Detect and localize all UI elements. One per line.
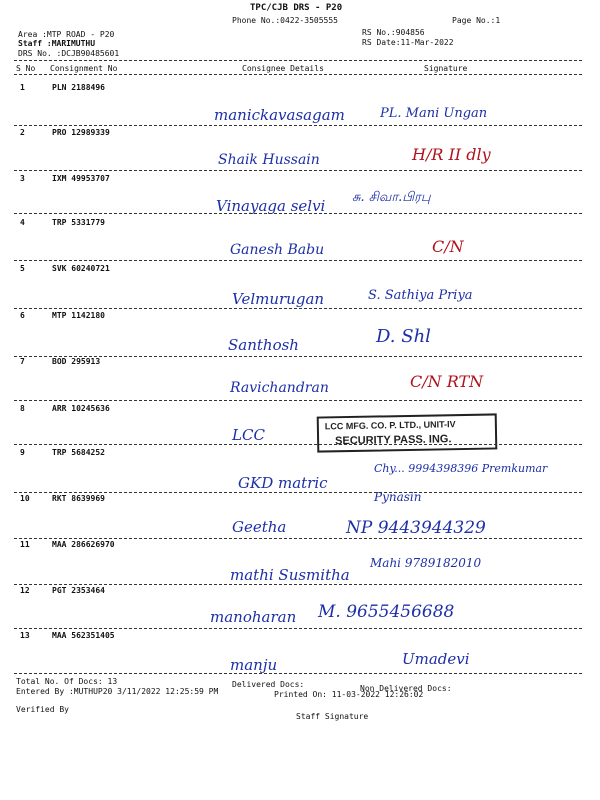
row-number: 1 xyxy=(20,83,25,92)
consignment-number: SVK 60240721 xyxy=(52,264,110,273)
row-number: 5 xyxy=(20,264,25,273)
area-label: Area :MTP ROAD - P20 xyxy=(18,30,115,39)
consignment-number: MAA 286626970 xyxy=(52,540,115,549)
row-number: 8 xyxy=(20,404,25,413)
row-number: 10 xyxy=(20,494,30,503)
rs-date: RS Date:11-Mar-2022 xyxy=(362,38,454,47)
row-divider xyxy=(14,213,582,214)
row-divider xyxy=(14,444,582,445)
consignee-name: mathi Susmitha xyxy=(230,566,350,584)
column-header-consignment: Consignment No xyxy=(50,64,118,73)
phone-number: Phone No.:0422-3505555 xyxy=(232,16,338,25)
verified-by: Verified By xyxy=(16,705,69,714)
row-number: 7 xyxy=(20,357,25,366)
total-docs: Total No. Of Docs: 13 xyxy=(16,677,118,686)
header-divider-bottom xyxy=(14,74,582,75)
consignee-name: manoharan xyxy=(210,608,297,626)
row-number: 9 xyxy=(20,448,25,457)
consignment-number: MAA 562351405 xyxy=(52,631,115,640)
consignment-number: IXM 49953707 xyxy=(52,174,110,183)
row-number: 2 xyxy=(20,128,25,137)
consignment-number: PGT 2353464 xyxy=(52,586,105,595)
consignee-name: Ganesh Babu xyxy=(230,242,325,258)
row-divider xyxy=(14,673,582,674)
row-number: 6 xyxy=(20,311,25,320)
rs-number: RS No.:904856 xyxy=(362,28,425,37)
stamp-line-1: LCC MFG. CO. P. LTD., UNIT-IV xyxy=(324,419,456,432)
consignee-name: Geetha xyxy=(232,518,287,536)
consignee-name: Ravichandran xyxy=(230,380,329,396)
consignee-name: Velmurugan xyxy=(232,290,325,308)
column-header-signature: Signature xyxy=(424,64,468,73)
signature-note: Pynasin xyxy=(374,490,422,504)
row-divider xyxy=(14,492,582,493)
consignee-name: GKD matric xyxy=(238,474,328,492)
row-number: 4 xyxy=(20,218,25,227)
row-number: 3 xyxy=(20,174,25,183)
consignee-name: manickavasagam xyxy=(214,106,345,124)
row-divider xyxy=(14,538,582,539)
consignment-number: TRP 5331779 xyxy=(52,218,105,227)
signature: S. Sathiya Priya xyxy=(368,288,473,303)
signature: Chy... 9994398396 Premkumar xyxy=(374,462,548,475)
row-number: 11 xyxy=(20,540,30,549)
drs-number: DRS No. :DCJB90485601 xyxy=(18,49,120,58)
consignment-number: BOD 295913 xyxy=(52,357,101,366)
row-divider xyxy=(14,260,582,261)
signature: NP 9443944329 xyxy=(346,518,486,538)
header-divider-top xyxy=(14,60,582,61)
column-header-consignee: Consignee Details xyxy=(242,64,324,73)
consignment-number: TRP 5684252 xyxy=(52,448,105,457)
page-number: Page No.:1 xyxy=(452,16,501,25)
signature: D. Shl xyxy=(376,326,431,347)
consignment-number: RKT 8639969 xyxy=(52,494,105,503)
row-divider xyxy=(14,170,582,171)
non-delivered-docs: Non Delivered Docs: xyxy=(360,684,452,693)
row-divider xyxy=(14,584,582,585)
entered-by: Entered By :MUTHUP20 3/11/2022 12:25:59 PM xyxy=(16,687,219,696)
consignment-number: ARR 10245636 xyxy=(52,404,110,413)
consignment-number: PRO 12989339 xyxy=(52,128,110,137)
printed-on: Printed On: 11-03-2022 12:26:02 xyxy=(274,690,424,699)
security-stamp xyxy=(317,413,498,452)
signature: M. 9655456688 xyxy=(318,602,455,622)
row-divider xyxy=(14,308,582,309)
signature: சு. சிவா.பிரபு xyxy=(352,190,431,205)
staff-signature-label: Staff Signature xyxy=(296,712,369,721)
column-header-sno: S No xyxy=(16,64,36,73)
signature: C/N xyxy=(432,237,464,256)
consignment-number: PLN 2188496 xyxy=(52,83,105,92)
consignee-name: Vinayaga selvi xyxy=(216,197,326,215)
consignment-number: MTP 1142180 xyxy=(52,311,105,320)
consignee-name: Santhosh xyxy=(228,336,299,354)
signature: PL. Mani Ungan xyxy=(380,106,488,121)
consignee-name: Shaik Hussain xyxy=(218,152,320,168)
consignee-name: manju xyxy=(230,656,278,674)
document-title: TPC/CJB DRS - P20 xyxy=(250,3,343,13)
delivered-docs: Delivered Docs: xyxy=(232,680,305,689)
signature: Mahi 9789182010 xyxy=(370,556,482,570)
signature: Umadevi xyxy=(402,650,470,668)
signature: C/N RTN xyxy=(410,372,484,391)
row-number: 13 xyxy=(20,631,30,640)
row-divider xyxy=(14,400,582,401)
row-number: 12 xyxy=(20,586,30,595)
row-divider xyxy=(14,628,582,629)
staff-label: Staff :MARIMUTHU xyxy=(18,39,96,48)
row-divider xyxy=(14,125,582,126)
signature: H/R II dly xyxy=(412,145,491,164)
consignee-name: LCC xyxy=(232,426,265,444)
stamp-line-2: SECURITY PASS. ING. xyxy=(335,433,452,448)
